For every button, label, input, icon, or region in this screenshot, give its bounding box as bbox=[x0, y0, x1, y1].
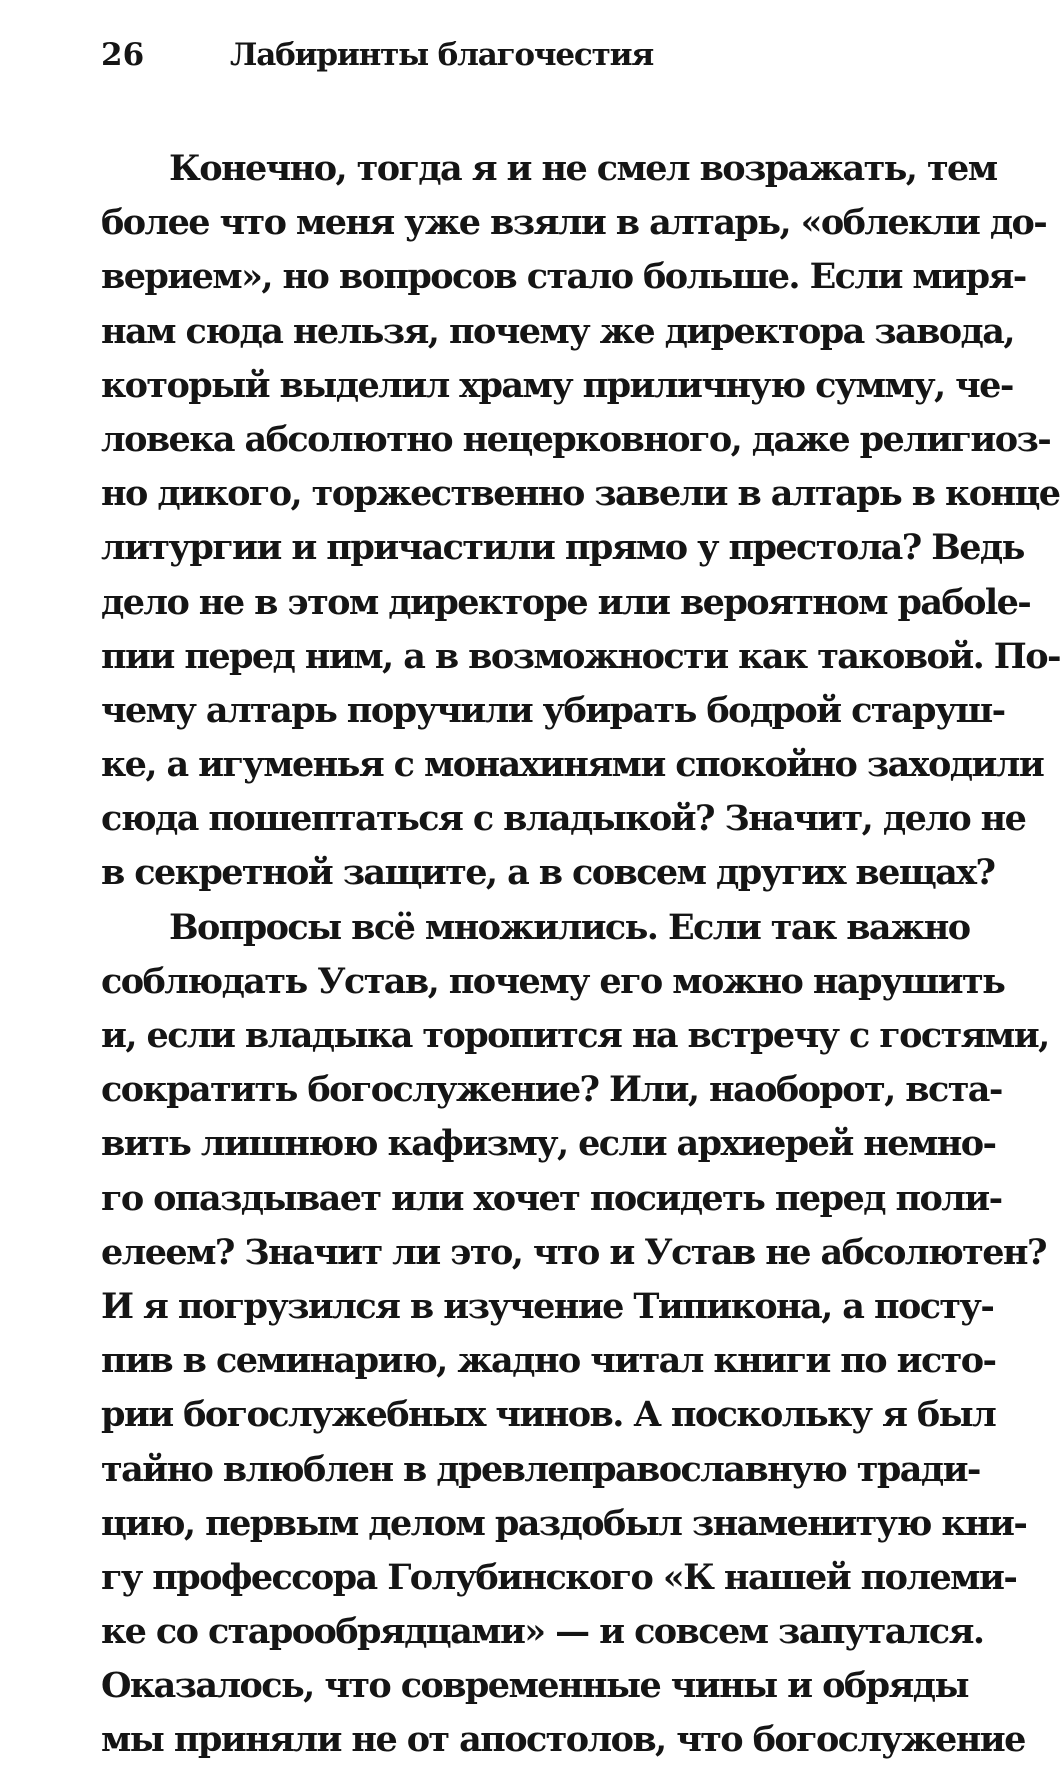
paragraph-2 bbox=[101, 901, 1049, 1768]
text-line: более что меня уже взяли в алтарь, «облекли до- bbox=[101, 202, 1047, 244]
text-line: пив в семинарию, жадно читал книги по исто- bbox=[101, 1340, 996, 1382]
paragraph-1 bbox=[101, 142, 1060, 901]
text-line: ке, а игуменья с монахинями спокойно заходили bbox=[101, 744, 1044, 786]
text-line: го опаздывает или хочет посидеть перед поли- bbox=[101, 1177, 1002, 1219]
text-line: который выделил храму приличную сумму, че- bbox=[101, 364, 1013, 406]
text-line: гу профессора Голубинского «К нашей полеми- bbox=[101, 1556, 1017, 1598]
body-text bbox=[101, 142, 1060, 1768]
text-line: верием», но вопросов стало больше. Если миря- bbox=[101, 256, 1026, 298]
text-line: тайно влюблен в древлеправославную тради- bbox=[101, 1448, 980, 1490]
text-line: ловека абсолютно нецерковного, даже религиоз- bbox=[101, 418, 1051, 460]
text-line: цию, первым делом раздобыл знаменитую кни- bbox=[101, 1502, 1027, 1544]
text-line: но дикого, торжественно завели в алтарь в конце bbox=[101, 473, 1060, 515]
text-line: соблюдать Устав, почему его можно нарушить bbox=[101, 960, 1005, 1002]
text-line: Вопросы всё множились. Если так важно bbox=[169, 906, 970, 948]
text-line: Конечно, тогда я и не смел возражать, тем bbox=[169, 148, 997, 189]
text-line: чему алтарь поручили убирать бодрой старуш- bbox=[101, 689, 1005, 731]
text-line: и, если владыка торопится на встречу с гостями, bbox=[101, 1015, 1049, 1056]
text-line: мы приняли не от апостолов, что богослужение bbox=[101, 1719, 1025, 1761]
text-line: сюда пошептаться с владыкой? Значит, дело не bbox=[101, 798, 1026, 840]
text-line: елеем? Значит ли это, что и Устав не абсолютен? bbox=[101, 1231, 1046, 1273]
text-line: сократить богослужение? Или, наоборот, вста- bbox=[101, 1069, 1002, 1111]
text-line: рии богослужебных чинов. А поскольку я был bbox=[101, 1394, 996, 1436]
text-line: пии перед ним, а в возможности как таковой. По- bbox=[101, 635, 1060, 677]
text-line: нам сюда нельзя, почему же директора завода, bbox=[101, 310, 1014, 352]
text-line: И я погрузился в изучение Типикона, а посту- bbox=[101, 1285, 994, 1327]
book-title: Лабиринты благочестия bbox=[230, 37, 654, 73]
text-line: в секретной защите, а в совсем других вещах? bbox=[101, 852, 995, 894]
text-line: ке со старообрядцами» — и совсем запутался. bbox=[101, 1611, 984, 1653]
text-line: литургии и причастили прямо у престола? Ведь bbox=[101, 527, 1024, 569]
text-line: дело не в этом директоре или вероятном рабole- bbox=[101, 581, 1031, 623]
text-line: Оказалось, что современные чины и обряды bbox=[101, 1665, 968, 1707]
running-head bbox=[101, 30, 891, 80]
page-number: 26 bbox=[101, 37, 145, 73]
text-line: вить лишнюю кафизму, если архиерей немно- bbox=[101, 1123, 996, 1165]
